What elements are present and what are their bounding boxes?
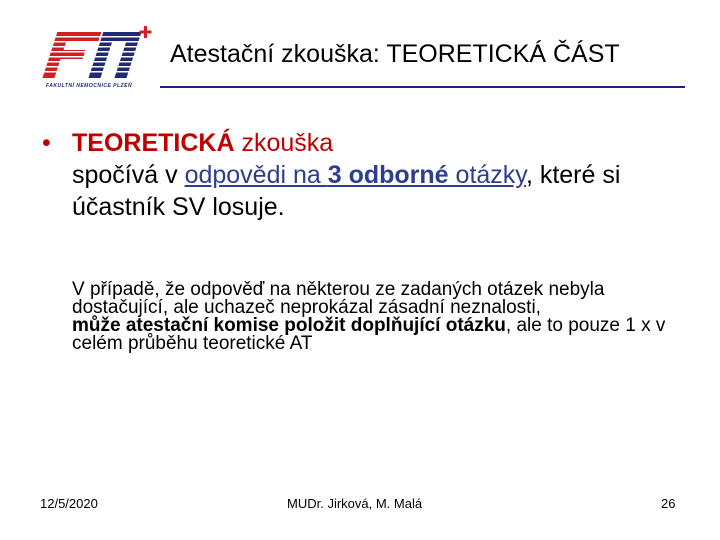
bullet-word: zkouška [234, 129, 334, 157]
bullet-keyword: TEORETICKÁ [72, 129, 235, 157]
bullet-text-b: , které si účastník SV losuje. [72, 161, 621, 221]
bullet-text-a: spočívá v [72, 161, 185, 189]
additional-question-paragraph [72, 281, 692, 353]
footer-author: MUDr. Jirková, M. Malá [287, 496, 423, 511]
fn-logo [40, 24, 160, 92]
para-bold: může atestační komise položit doplňující otázku [72, 315, 506, 336]
bullet-question-count: 3 odborné [327, 161, 449, 189]
bullet-dot-icon: • [42, 129, 51, 157]
title-divider [160, 86, 685, 88]
bullet-answer-phrase: odpovědi na [184, 161, 328, 189]
bullet-questions-word: otázky [448, 161, 526, 189]
logo-subtitle: FAKULTNÍ NEMOCNICE PLZEŇ [46, 83, 133, 89]
bullet-text [72, 127, 692, 223]
footer-page-number: 26 [661, 496, 676, 511]
para-line-1: V případě, že odpověď na některou ze zadaných otázek nebyla dostačující, ale uchazeč neprokázal zásadní neznalosti, [72, 279, 605, 318]
para-line-2: , ale to pouze 1 x v celém průběhu teoretické AT [72, 315, 666, 354]
slide-title: Atestační zkouška: TEORETICKÁ ČÁST [170, 40, 620, 68]
footer-date: 12/5/2020 [40, 496, 98, 511]
fn-logo-graphic [40, 24, 160, 84]
